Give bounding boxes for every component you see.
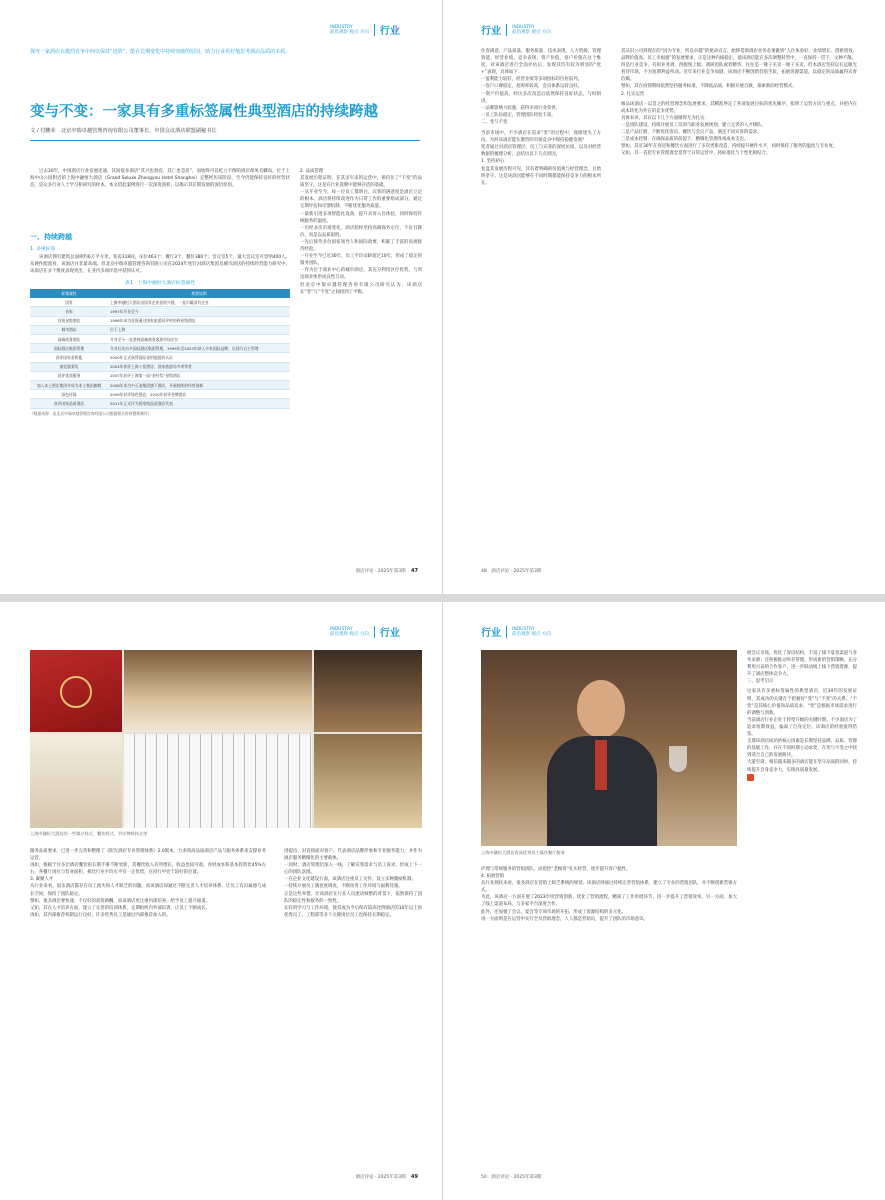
table-row (30, 380, 290, 389)
page-47 (0, 0, 442, 594)
table-row (30, 399, 290, 408)
photo-dining-room (314, 650, 422, 732)
portrait-tie (595, 740, 607, 790)
tags-text: 该酒店拥有建筑总面积约6万平方米，客房318间，床位463个；餐厅3个，餐位380个；会议室5个，最大会议室可容纳400人。从硬件配置看，该酒店并非最高端。但北京中瑞卓越管理咨询有限公司在2024年度针对酒店集团及城市酒店的持续经营能力研究中，该酒店在多个维度表现突出，在业内多项评选中获得认可。 (30, 255, 290, 275)
end-mark-icon (747, 774, 754, 781)
photo-display-shelf (30, 734, 122, 828)
column-text: 住客满意、产品质量、服务质量、技术表现、人力资源、管理效能、经营业绩、竞争表现、资产价值、客户价值在这个维度，对该酒店进行全面评估后，发现其均有较为明显的“优+”表现，具体如下： 一盈利能力较好，经营业绩等多项指标均位居前列。 一客户口碑稳定，复购率较高，会员体系运转良好。 一资产价值高，经历多次改造后依然保持良好状态，与时俱进。 一品牌影响力较强，获得多项行业荣誉。 一员工队伍稳定，管理团队经验丰富。 二、变与不变 (481, 49, 601, 125)
table-row (30, 307, 290, 316)
header-divider (506, 24, 507, 36)
table-cell-desc: 2004年获评上海十佳酒店、国家旅游局多项荣誉 (108, 362, 290, 371)
footer-journal: 50 酒店评论 · 2025年第3期 (481, 1175, 542, 1180)
column-text: 进提出、对直接面对客户，代表酒店品牌形象和专业服务能力，并作为酒店服务精细化的主要载体。 一同时，酒店管理层深入一线，了解宾客需求与员工诉求，形成上下一心的团队氛围。 一在企业文化建设方面，该酒店注重员工关怀，设立多种激励机制。 一持续开展员工满意度调查，不断改善工作环境与福利待遇。 正是这些举措，让该酒店在行业人员流动频繁的背景下，依然保持了团队的稳定性和服务的一致性。 在好的学习与工作环境，使其成为今后保有较高比例酒店的10年以上的优秀员工、工程部等多个关键岗位员工也保持长期稳定。 (284, 849, 422, 918)
table-row (30, 344, 290, 353)
table-cell-desc: 2009年获评绿色酒店，2010年获评金牌酒店 (108, 390, 290, 399)
portrait-wineglass (669, 746, 687, 772)
table-cell-desc: 1998年成为首批通过国家旅游局评审的四星级酒店 (108, 316, 290, 325)
table-cell-tag: 高端商务酒店 (30, 335, 108, 344)
right-column (747, 650, 857, 1178)
table-cell-tag: 城市酒店 (30, 325, 108, 334)
table-row (30, 390, 290, 399)
table-row (30, 298, 290, 307)
author-line: 文 / 付鹏业 北京中瑞卓越管理咨询有限公司董事长、中国会议酒店联盟副秘书长 (30, 128, 217, 134)
photo-lobby (314, 734, 422, 828)
right-column (284, 848, 422, 1178)
photo-collage (30, 650, 422, 828)
page-footer (355, 1174, 418, 1180)
table-cell-desc: 2007年获评上海第一届“金叶奖”星级酒店 (108, 371, 290, 380)
intro-paragraph: 过去30年，中国酒店行业发展迅速，其间很多酒店“其兴也勃焉，其亡也忽焉”，而始终可以屹立不倒的酒店却凤毛麟角。位于上海中山公园附近的上海中融恒大酒店（Grand Soluxe Zhongyou Hotel Shanghai）完整经历该阶段，至今仍能保持良好的经营状态，是众多行业人士学习和研究的样本。本文借此案例进行一次深度剖析，以揭示其长期发展的深层原因。 (30, 169, 290, 189)
table-cell-tag: 最佳服务奖 (30, 362, 108, 371)
poster-ornament-icon (60, 676, 92, 708)
table-cell-desc: 2008年成为中石油集团旗下酒店，开展持续的经营创新 (108, 380, 290, 389)
footer-journal: 酒店评论 · 2025年第3期 (355, 569, 406, 574)
table-row (30, 371, 290, 380)
header-divider (506, 626, 507, 638)
column-text: 这家具有多重标签属性的典型酒店，近30年的发展证明，其成功的关键在于把握好“变”与“不变”的关系。“不变”是其核心价值和品质追求，“变”是根据市场需求进行的调整与创新。 当前酒店行业正处于转型升级的关键时期，不少酒店为了追求短期效益，偏离了自身定位。该酒店的经验值得借鉴。 支撑该酒店成功的核心因素是长期坚持品牌、品质、管理的基础工作，并在不同时期主动求变，在变与不变之中找到适合自己的发展路径。 大道至简，相信越来越多的酒店能在坚守品质的同时，持续提升自身竞争力，实现高质量发展。 (747, 689, 857, 773)
column-text: 当前市场中，不少酒店在追求“变”的过程中，逐渐迷失了方向。为何该酒店能在激烈的市场竞争中保持稳健发展？ 笔者通过对酒店管理层、员工与宾客的深度访谈，以及对经营数据的梳理分析，总结出以下几点原因。 1. 坚持初心 复盘其发展历程可见，其有着明确的价值观与经营理念，且始终坚守。这是该酒店能够在不同时期都能保持竞争力的根本所在。 (481, 131, 601, 186)
header-en: INDUSTRY (512, 626, 535, 632)
table-cell-desc: 2000年正式获得国际金钥匙组织认证 (108, 353, 290, 362)
table-row (30, 353, 290, 362)
column-text: 服务品质要求，已进一步完善和整理了《阳光酒店专业管理体系》2.0版本，力求将高品质酒店产品与服务体系来支撑业务运营。 再如，根据于住多层酒店餐饮的长期手册不断更新，其餐饮收入有所增长，收益也较可观。食材成本和基本投资比45%左右，各餐厅再位与营业面积，相比行业平均水平有一定优势，在同行中处于较好的位置。 3. 凝聚人才 从行业来看，很多酒店都存在员工流失和人才缺乏的问题，而该酒店却通过不断完善人才培养体系，让员工有归属感与成长空间，保持了团队稳定。 譬如，很多酒店要快速、不仅好的高管薪酬，而该酒店更注重内部培养，给予员工提升通道。 又如，其在人才培养方面，建立了完善的培训体系，定期组织内外部培训，让员工不断成长。 再如，其内部推荐机制运行良好，许多优秀员工是通过内部推荐加入的。 (30, 849, 266, 918)
table-cell-tag: 绿色环保 (30, 390, 108, 399)
header-en: INDUSTRY (512, 24, 535, 30)
header-en: INDUSTRY (330, 626, 353, 632)
table-cell-tag: 加入本土酒店集团并成为本土集团旗舰 (30, 380, 108, 389)
page-number: 47 (411, 568, 418, 574)
page-48 (443, 0, 885, 594)
photo-festive-poster (30, 650, 122, 732)
header-section: 行业 (379, 26, 400, 37)
table-cell-tag: 获评优质服务 (30, 371, 108, 380)
table-cell-tag: 首家 (30, 307, 108, 316)
footer-journal: 酒店评论 · 2025年第3期 (355, 1175, 406, 1180)
header-section: 行业 (481, 26, 501, 37)
table-cell-tag: 首批星级酒店 (30, 316, 108, 325)
tags-paragraph (30, 254, 290, 275)
right-column (621, 48, 857, 573)
tags-table (30, 289, 290, 408)
table-title: 表1 上海中融恒大酒店标签属性 (124, 281, 196, 287)
photo-caption: 上海中融恒大酒店资深优秀员工操作餐厅服务 (481, 850, 565, 855)
table-cell-tag: 国有 (30, 298, 108, 307)
table-cell-desc: 上海中融恒大酒店由国有企业投资兴建，一直归属国有企业 (108, 298, 290, 307)
table-cell-desc: 开业至今一直坚持高端商务客源市场定位 (108, 335, 290, 344)
photo-banquet-hall (124, 650, 312, 732)
column-text: 其从旧公司到现在的“因为专业，所以卓越”的使命宣言，始终贯彻酒店业务必须做到“人住体验好、业绩增长、创新创效、品牌价值高、员工幸福感”的发展要求。正是这种内核稳定，使该酒店能在多次调整转型中，一直保持一贯干、文种不散。 四是行业竞争，有损业务酒，西服熟上级、调研团队或者精华。往往是一锤子买卖一锤子买卖，但本酒店坚持以长远眼光看待市场，不为短期利益所动。近年来行业竞争加剧，该酒店不断创新营销手段，拓展客源渠道，以稳定的品质赢得宾客信赖。 譬如，其在疫情期间依然坚持服务标准，不降低品质，积极开展自救，探索新的经营模式。 2. 扎实运营 (621, 49, 857, 97)
lead-text: 探究一家酒店在激烈竞争中何以保持“进阶”、能在长期变化中持续突破的原因，助力行业更好地思考酒店品质的本质。 (30, 49, 291, 55)
table-header: 标签属性 (30, 289, 108, 298)
title-rule (30, 140, 420, 141)
table-source: （数据来源：由北京中瑞卓越管理咨询有限公司根据相关资料整理制作） (30, 410, 152, 416)
page-50 (443, 602, 885, 1200)
section-heading-1: 一、持续跨越 (30, 233, 72, 241)
header-en: INDUSTRY (330, 24, 353, 30)
portrait-head (577, 680, 625, 738)
page-49 (0, 602, 442, 1200)
table-cell-desc: 开业后先由多国际酒店集团管理，1999年至2003年纳入多家国际品牌，后回归自主管理 (108, 344, 290, 353)
column-text: 展会议市场，优化了客房结构，丰富了线下宴客渠道与业务来源；还积极推动库存管理，形成新的营销策略，充分利用兴奋的合作客户，进一步联动线上线下营销资源，提升了酒店整体竞争力。 三、思考启示 (747, 651, 857, 685)
page-header (481, 624, 551, 639)
table-cell-tag: 获评国家金钥匙 (30, 353, 108, 362)
header-section: 行业 (379, 628, 400, 639)
page-footer (481, 568, 541, 574)
header-sub: 前沿观察 观点 方向 (330, 631, 369, 637)
page-header (481, 22, 551, 37)
footer-journal: 48 酒店评论 · 2025年第3期 (481, 569, 542, 574)
page-number: 49 (411, 1174, 418, 1180)
column-text: 细品该酒店一以贯之的经营理念和发展要求，其精准界定了各项发展目标的优先顺序，指明了运营方向与重点，并把内在成本转化为外在的竞争优势。 具体来讲，其在以下几个方面做得尤为扎实： 一是团队建设，持续开展员工培训与职业发展规划，建立完善的人才梯队。 二是产品打磨，不断优化客房、餐饮与会议产品，满足不同宾客的需求。 三是成本控制，在确保品质的前提下，精细化管理各项成本支出。 譬如，其近30年在客房和餐饮方面进行了多次更新改造，持续提升硬件水平，同时保持了服务的温度与专业度。 又如，其一直把专业管理理念贯穿于日常运营中，将标准化与个性化相结合。 (621, 101, 857, 157)
table-row (30, 362, 290, 371)
table-row (30, 316, 290, 325)
article-title: 变与不变：一家具有多重标签属性典型酒店的持续跨越 (30, 104, 378, 120)
left-column (30, 228, 290, 588)
photo-award-wall (124, 734, 312, 828)
column-text: 护理与常规服务的营销团队，而把控“老顾客”扎实经营，逐步提升客户黏性。 4. 拓展营销 从行业现状来看，很多酒店在营销上缺乏系统的规划，该酒店则通过持续完善营销体系，建立了专业的营销团队，并不断创新营销方式。 为此，该酒店一方面开展了2023年度营销创新，优化了营销流程，精简了工作审批环节，进一步提升了营销效率。另一方面，加大了线上渠道布局，与多家平台深度合作。 此外，还加强了会议、宴会等专项市场的开拓，形成了客源结构的多元化。 再一方面则是在运营中实行全员营销理念，人人都是营销员，提升了团队的市场意识。 (481, 867, 737, 922)
header-divider (374, 24, 375, 36)
table-cell-tag: 国际酒店集团管理 (30, 344, 108, 353)
subheading-tags: 1. 多重标签 (30, 247, 56, 252)
left-column (481, 48, 601, 573)
column-text: 2. 品质管理 其发展历程证明，在其多年来的运营中，保持住了“不变”的品质坚守。这是在行业洗牌中能够存活的基础。 一从开业至今，每一位员工都明白，宾客的满意度是酒店立足的根本。酒店将持续改进作为日常工作的重要组成部分，通过定期评估和反馈机制，不断优化服务质量。 一最新引进多项智能化设备，提升宾客入住体验，同时保持传统服务的温度。 一历经多次市场变化，酒店始终坚持高端商务定位，不盲目降价，而是以品质取胜。 一先后接待多位国家领导人和国际政要，积累了丰富的高端接待经验。 一开业至今已近30年，员工平均司龄超过10年，形成了稳定的服务团队。 一作为位于商业中心的城市酒店，其充分利用区位优势，与周边商业体形成良性互动。 但北京中瑞卓越管理咨询有限公司研究认为，该酒店在“变”与“不变”之间找到了平衡。 (300, 169, 422, 295)
table-header: 简要说明 (108, 289, 290, 298)
right-column (300, 168, 422, 573)
header-sub: 前沿观察 观点 方向 (512, 631, 551, 637)
header-divider (374, 626, 375, 638)
page-header (330, 22, 400, 37)
left-column (30, 848, 266, 1178)
photo-caption: 上海中融恒大酒店的一些媒介样式、餐饮样式、节庆物料样式等 (30, 831, 148, 836)
table-cell-desc: 位于上海 (108, 325, 290, 334)
table-row (30, 335, 290, 344)
header-sub: 前沿观察 观点 方向 (330, 29, 369, 35)
header-sub: 前沿观察 观点 方向 (512, 29, 551, 35)
photo-staff-portrait (481, 650, 737, 846)
page-header (330, 624, 400, 639)
table-cell-desc: 1997年开业至今 (108, 307, 290, 316)
table-cell-desc: 2011年正式评为国家级品质酒店代表 (108, 399, 290, 408)
page-footer (481, 1174, 541, 1180)
table-cell-tag: 获评国家品质酒店 (30, 399, 108, 408)
page-footer (355, 568, 418, 574)
header-section: 行业 (481, 628, 501, 639)
left-column (481, 866, 737, 1178)
table-row (30, 325, 290, 334)
